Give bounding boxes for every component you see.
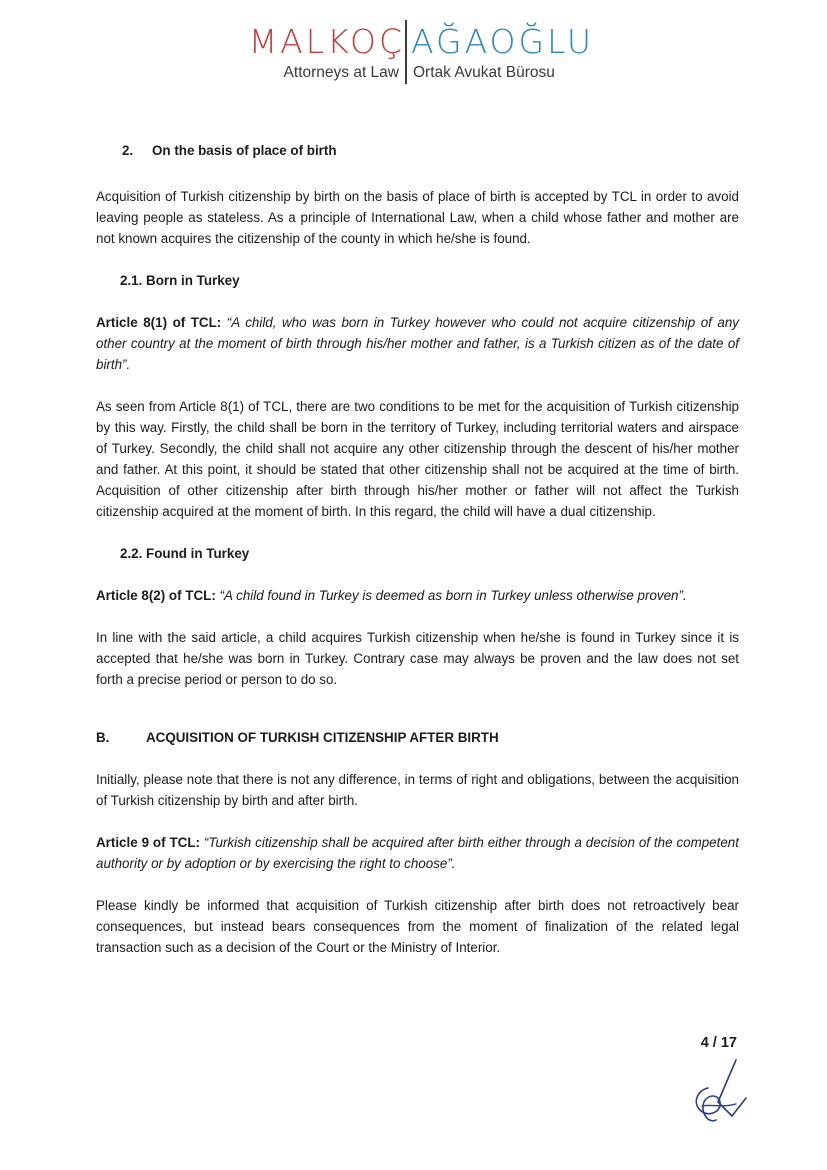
document-body (96, 140, 739, 958)
section-b-intro: Initially, please note that there is not any difference, in terms of right and obligations, between the acquisition of Turkish citizenship by birth and after birth. (96, 772, 739, 808)
section-b-title: ACQUISITION OF TURKISH CITIZENSHIP AFTER BIRTH (146, 730, 499, 745)
subtitle-turkish: Ortak Avukat Bürosu (413, 64, 555, 81)
section-b-heading (96, 727, 739, 748)
article-9-quote (96, 832, 739, 874)
section-2-number: 2. (122, 143, 134, 158)
section-2-title: On the basis of place of birth (152, 143, 337, 158)
firm-subtitle (0, 64, 827, 86)
page-number: 4 / 17 (700, 1035, 737, 1051)
letterhead (0, 18, 827, 88)
section-2-1-explanation: As seen from Article 8(1) of TCL, there are two conditions to be met for the acquisition of Turkish citizenship by this way. Firstly, the child shall be born in the territory of Turkey, including territorial waters and airspace of Turkey. Secondly, the child shall not acquire any other citizenship through the descent of his/her mother and father. At this point, it should be stated that other citizenship shall not be acquired at the time of birth. Acquisition of other citizenship after birth through his/her mother or father will not affect the Turkish citizenship acquired at the moment of birth. In this regard, the child will have a dual citizenship. (96, 399, 739, 519)
article-8-2-text: “A child found in Turkey is deemed as born in Turkey unless otherwise proven”. (219, 588, 687, 603)
subtitle-english: Attorneys at Law (283, 64, 399, 81)
article-8-1-quote (96, 312, 739, 375)
article-8-2-quote (96, 585, 739, 606)
section-2-intro: Acquisition of Turkish citizenship by birth on the basis of place of birth is accepted by TCL in order to avoid leaving people as stateless. As a principle of International Law, when a child whose father and mother are not known acquires the citizenship of the county in which he/she is found. (96, 189, 739, 246)
article-9-text: “Turkish citizenship shall be acquired after birth either through a decision of the competent authority or by adoption or by exercising the right to choose”. (96, 835, 739, 871)
brand-name-right: AĞAOĞLU (411, 22, 595, 61)
section-2-heading (122, 140, 739, 161)
brand-name-left: MALKOÇ (248, 22, 405, 61)
signature-icon (688, 1058, 750, 1128)
article-8-1-ref: Article 8(1) of TCL: (96, 315, 222, 330)
section-2-1-heading: 2.1. Born in Turkey (120, 273, 240, 288)
article-8-2-ref: Article 8(2) of TCL: (96, 588, 216, 603)
section-2-2-explanation: In line with the said article, a child acquires Turkish citizenship when he/she is found in Turkey since it is accepted that he/she was born in Turkey. Contrary case may always be proven and the law does not set forth a precise period or person to do so. (96, 630, 739, 687)
firm-logo (0, 18, 827, 60)
article-8-1-text: “A child, who was born in Turkey however who could not acquire citizenship of any other country at the moment of birth through his/her mother and father, is a Turkish citizen as of the date of birth”. (96, 315, 739, 372)
section-2-2-heading: 2.2. Found in Turkey (120, 546, 250, 561)
article-9-ref: Article 9 of TCL: (96, 835, 200, 850)
section-b-closing: Please kindly be informed that acquisition of Turkish citizenship after birth does not retroactively bear consequences, but instead bears consequences from the moment of finalization of the related legal transaction such as a decision of the Court or the Ministry of Interior. (96, 898, 739, 955)
section-b-letter: B. (96, 730, 110, 745)
